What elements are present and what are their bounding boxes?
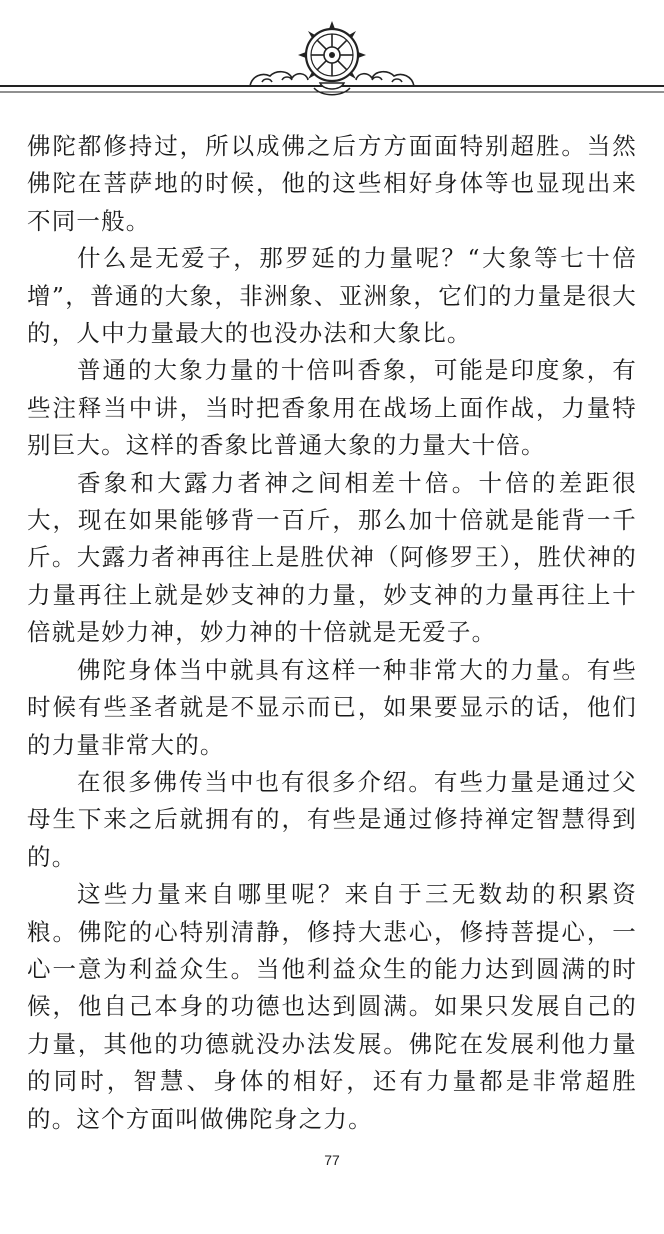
paragraph: 佛陀都修持过，所以成佛之后方方面面特别超胜。当然佛陀在菩萨地的时候，他的这些相好身体等也显现出来不同一般。	[27, 132, 637, 235]
paragraph: 佛陀身体当中就具有这样一种非常大的力量。有些时候有些圣者就是不显示而已，如果要显示的话，他们的力量非常大的。	[27, 655, 637, 759]
paragraph: 在很多佛传当中也有很多介绍。有些力量是通过父母生下来之后就拥有的，有些是通过修持禅定智慧得到的。	[27, 767, 637, 871]
page-header	[0, 0, 664, 110]
paragraph: 这些力量来自哪里呢？来自于三无数劫的积累资粮。佛陀的心特别清静，修持大悲心，修持菩提心，一心一意为利益众生。当他利益众生的能力达到圆满的时候，他自己本身的功德也达到圆满。如果只发展自己的力量，其他的功德就没办法发展。佛陀在发展利他力量的同时，智慧、身体的相好，还有力量都是非常超胜的。这个方面叫做佛陀身之力。	[27, 880, 637, 1133]
paragraph: 什么是无爱子，那罗延的力量呢？“大象等七十倍增”，普通的大象，非洲象、亚洲象，它们的力量是很大的，人中力量最大的也没办法和大象比。	[27, 244, 637, 348]
paragraph: 香象和大露力者神之间相差十倍。十倍的差距很大，现在如果能够背一百斤，那么加十倍就是能背一千斤。大露力者神再往上是胜伏神（阿修罗王），胜伏神的力量再往上就是妙支神的力量，妙支神的力量再往上十倍就是妙力神，妙力神的十倍就是无爱子。	[27, 468, 637, 647]
dharma-wheel-icon	[0, 0, 664, 110]
paragraph: 普通的大象力量的十倍叫香象，可能是印度象，有些注释当中讲，当时把香象用在战场上面作战，力量特别巨大。这样的香象比普通大象的力量大十倍。	[27, 356, 637, 460]
page-body	[27, 128, 637, 1138]
page-number: 77	[324, 1152, 340, 1168]
